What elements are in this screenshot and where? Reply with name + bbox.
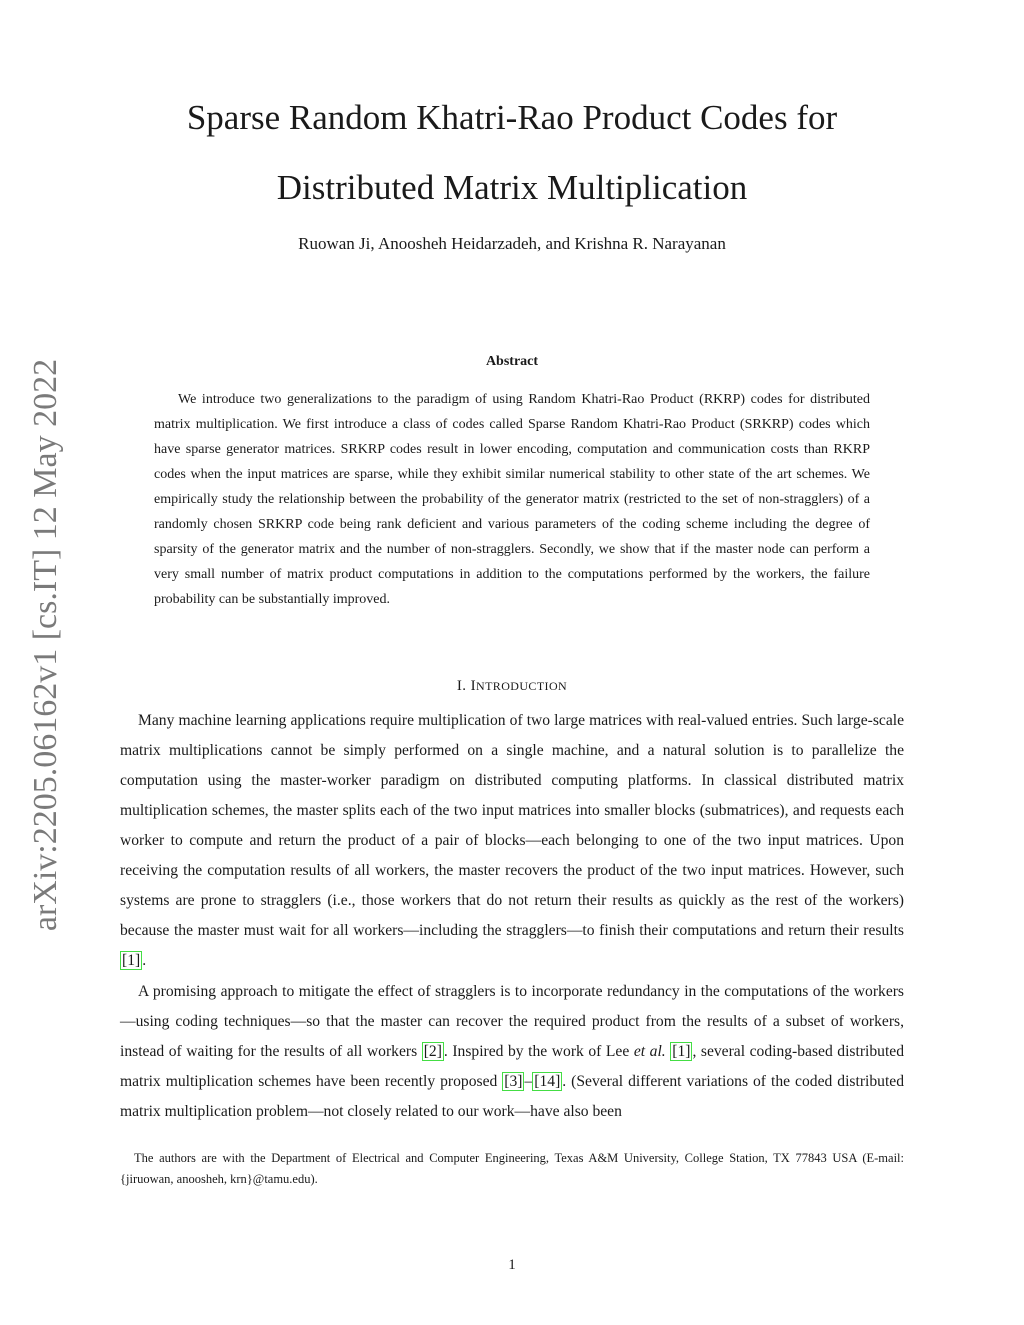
paragraph-text: A promising approach to mitigate the effect of stragglers is to incorporate redundancy in the computations of the workers—using coding techniques—so that the master can recover the required product from the results of a subset of workers, instead of waiting for the results of all workers <box>120 983 904 1060</box>
citation-range-dash: – <box>524 1073 533 1090</box>
citation-link[interactable]: [1] <box>672 1043 691 1060</box>
author-footnote: The authors are with the Department of Electrical and Computer Engineering, Texas A&M University, College Station, TX 77843 USA (E-mail: {jiruowan, anoosheh, krn}@tamu.edu). <box>120 1151 904 1186</box>
paper-title-line-2: Distributed Matrix Multiplication <box>276 168 748 207</box>
citation-link[interactable]: [3] <box>504 1073 523 1090</box>
et-al-text: et al. <box>633 1043 666 1060</box>
section-title-rest: NTRODUCTION <box>476 679 568 693</box>
section-title-initial: I <box>470 678 477 694</box>
paragraph-text: . Inspired by the work of Lee <box>443 1043 634 1060</box>
citation-link[interactable]: [14] <box>534 1073 561 1090</box>
arxiv-identifier: arXiv:2205.06162v1 [cs.IT] 12 May 2022 <box>27 358 64 932</box>
abstract-body: We introduce two generalizations to the paradigm of using Random Khatri-Rao Product (RKRP) codes for distributed matrix multiplication. We first introduce a class of codes called Sparse Random Khatri-Rao Product (SRKRP) codes which have sparse generator matrices. SRKRP codes result in lower encoding, computation and communication costs than RKRP codes when the input matrices are sparse, while they exhibit similar numerical stability to other state of the art schemes. We empirically study the relationship between the probability of the generator matrix (restricted to the set of non-stragglers) of a randomly chosen SRKRP code being rank deficient and various parameters of the coding scheme including the degree of sparsity of the generator matrix and the number of non-stragglers. Secondly, we show that if the master node can perform a very small number of matrix product computations in addition to the computations performed by the workers, the failure probability can be substantially improved. <box>154 392 870 607</box>
paragraph-text: . (Several different variations of the coded distributed matrix multiplication problem—not closely related to our work—have also been <box>120 1073 904 1120</box>
section-heading <box>0 676 1024 696</box>
paragraph-text: Many machine learning applications require multiplication of two large matrices with real-valued entries. Such large-scale matrix multiplications cannot be simply performed on a single machine, and a natural solution is to parallelize the computation using the master-worker paradigm on distributed computing platforms. In classical distributed matrix multiplication schemes, the master splits each of the two input matrices into smaller blocks (submatrices), and requests each worker to compute and return the product of a pair of blocks—each belonging to one of the two input matrices. Upon receiving the computation results of all workers, the master recovers the product of the two input matrices. However, such systems are prone to stragglers (i.e., those workers that do not return their results as quickly as the rest of the workers) because the master must wait for all workers—including the stragglers—to finish their computations and return their results <box>120 712 904 939</box>
section-number: I. <box>456 678 467 694</box>
citation-link[interactable]: [2] <box>423 1043 442 1060</box>
intro-paragraph-1 <box>120 706 904 976</box>
paragraph-text: . <box>142 952 147 969</box>
citation-link[interactable]: [1] <box>122 952 141 969</box>
paragraph-text: , several coding-based distributed matrix multiplication schemes have been recently proposed <box>120 1043 904 1090</box>
page-number: 1 <box>508 1257 516 1273</box>
intro-paragraph-2 <box>120 977 904 1127</box>
abstract-heading: Abstract <box>485 354 539 369</box>
paper-title-line-1: Sparse Random Khatri-Rao Product Codes for <box>186 98 838 137</box>
author-list: Ruowan Ji, Anoosheh Heidarzadeh, and Krishna R. Narayanan <box>298 234 726 253</box>
